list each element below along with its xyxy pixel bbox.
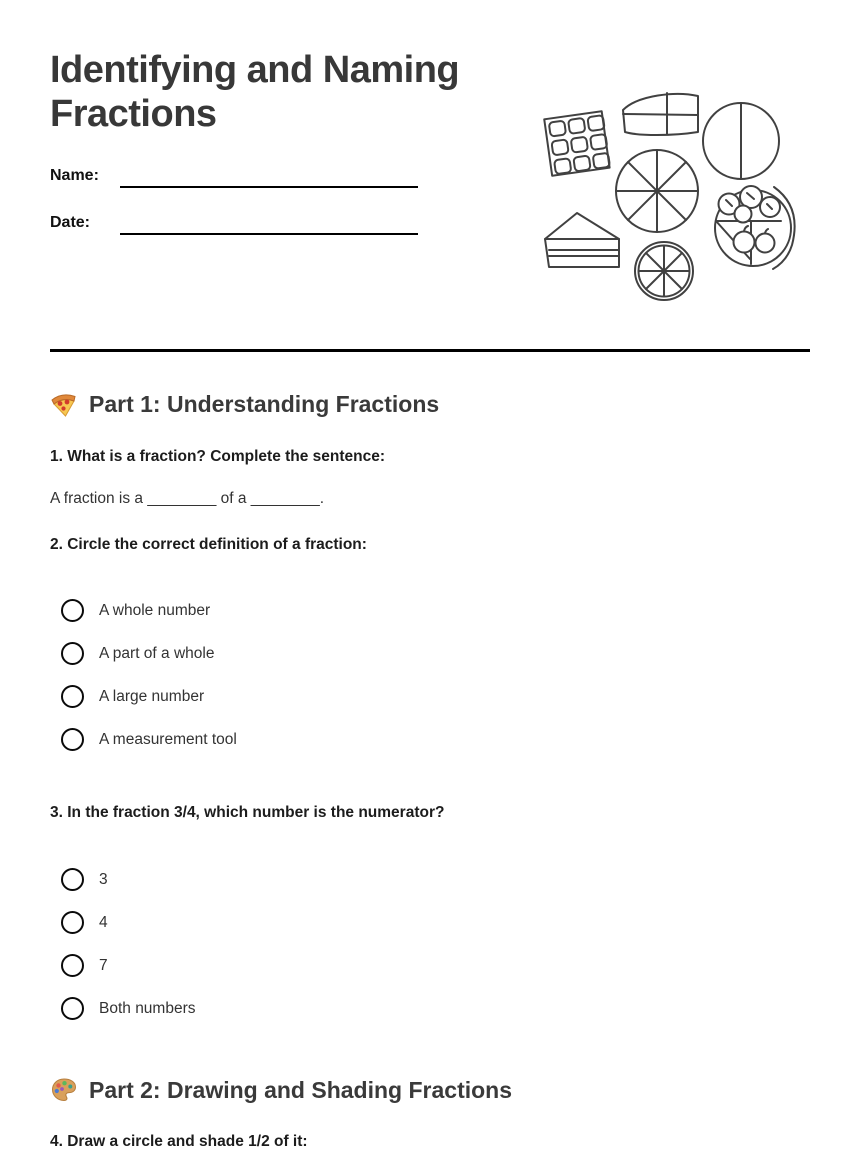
- q3-option-3[interactable]: [61, 954, 810, 977]
- chocolate-bar-ninths: [544, 111, 610, 176]
- part1-heading-label: Part 1: Understanding Fractions: [89, 390, 440, 417]
- q3-option-1[interactable]: [61, 868, 810, 891]
- fractions-food-illustration: [538, 83, 818, 313]
- question-1-prompt: 1. What is a fraction? Complete the sentence:: [50, 448, 386, 465]
- question-3-options: [50, 868, 810, 1020]
- loaf-cake-quarters: [623, 93, 698, 135]
- question-2-options: [50, 599, 810, 751]
- option-label: A part of a whole: [99, 645, 215, 662]
- q2-option-4[interactable]: [61, 728, 810, 751]
- radio-circle[interactable]: [61, 685, 84, 708]
- palette-icon: [50, 1076, 78, 1104]
- option-label: A whole number: [99, 602, 211, 619]
- q2-option-1[interactable]: [61, 599, 810, 622]
- option-label: 7: [99, 957, 108, 974]
- q2-option-2[interactable]: [61, 642, 810, 665]
- fruit-basket: [715, 186, 795, 269]
- question-2-prompt: 2. Circle the correct definition of a fraction:: [50, 536, 367, 553]
- radio-circle[interactable]: [61, 599, 84, 622]
- name-input-line[interactable]: [120, 166, 418, 188]
- question-4-prompt: 4. Draw a circle and shade 1/2 of it:: [50, 1133, 308, 1150]
- layer-cake-slice: [545, 213, 619, 267]
- q3-option-2[interactable]: [61, 911, 810, 934]
- radio-circle[interactable]: [61, 728, 84, 751]
- name-label: Name:: [50, 167, 99, 184]
- q3-option-4[interactable]: [61, 997, 810, 1020]
- question-3-prompt: 3. In the fraction 3/4, which number is the numerator?: [50, 804, 445, 821]
- radio-circle[interactable]: [61, 954, 84, 977]
- pizza-icon: [50, 390, 78, 418]
- radio-circle[interactable]: [61, 997, 84, 1020]
- radio-circle[interactable]: [61, 868, 84, 891]
- question-1-fill-in-sentence[interactable]: A fraction is a ________ of a ________.: [50, 490, 325, 507]
- option-label: Both numbers: [99, 1000, 196, 1017]
- date-label: Date:: [50, 214, 91, 231]
- option-label: 4: [99, 914, 108, 931]
- radio-circle[interactable]: [61, 911, 84, 934]
- part1-heading: [50, 387, 810, 421]
- q2-option-3[interactable]: [61, 685, 810, 708]
- option-label: A measurement tool: [99, 731, 237, 748]
- pizza-eighths: [616, 150, 698, 232]
- part2-heading: [50, 1073, 810, 1107]
- date-input-line[interactable]: [120, 213, 418, 235]
- page-title: Identifying and Naming Fractions: [50, 49, 460, 135]
- orange-eighths: [635, 242, 693, 300]
- circle-halves: [703, 103, 779, 179]
- option-label: 3: [99, 871, 108, 888]
- section-divider: [50, 349, 810, 352]
- part2-heading-label: Part 2: Drawing and Shading Fractions: [89, 1076, 513, 1103]
- option-label: A large number: [99, 688, 205, 705]
- radio-circle[interactable]: [61, 642, 84, 665]
